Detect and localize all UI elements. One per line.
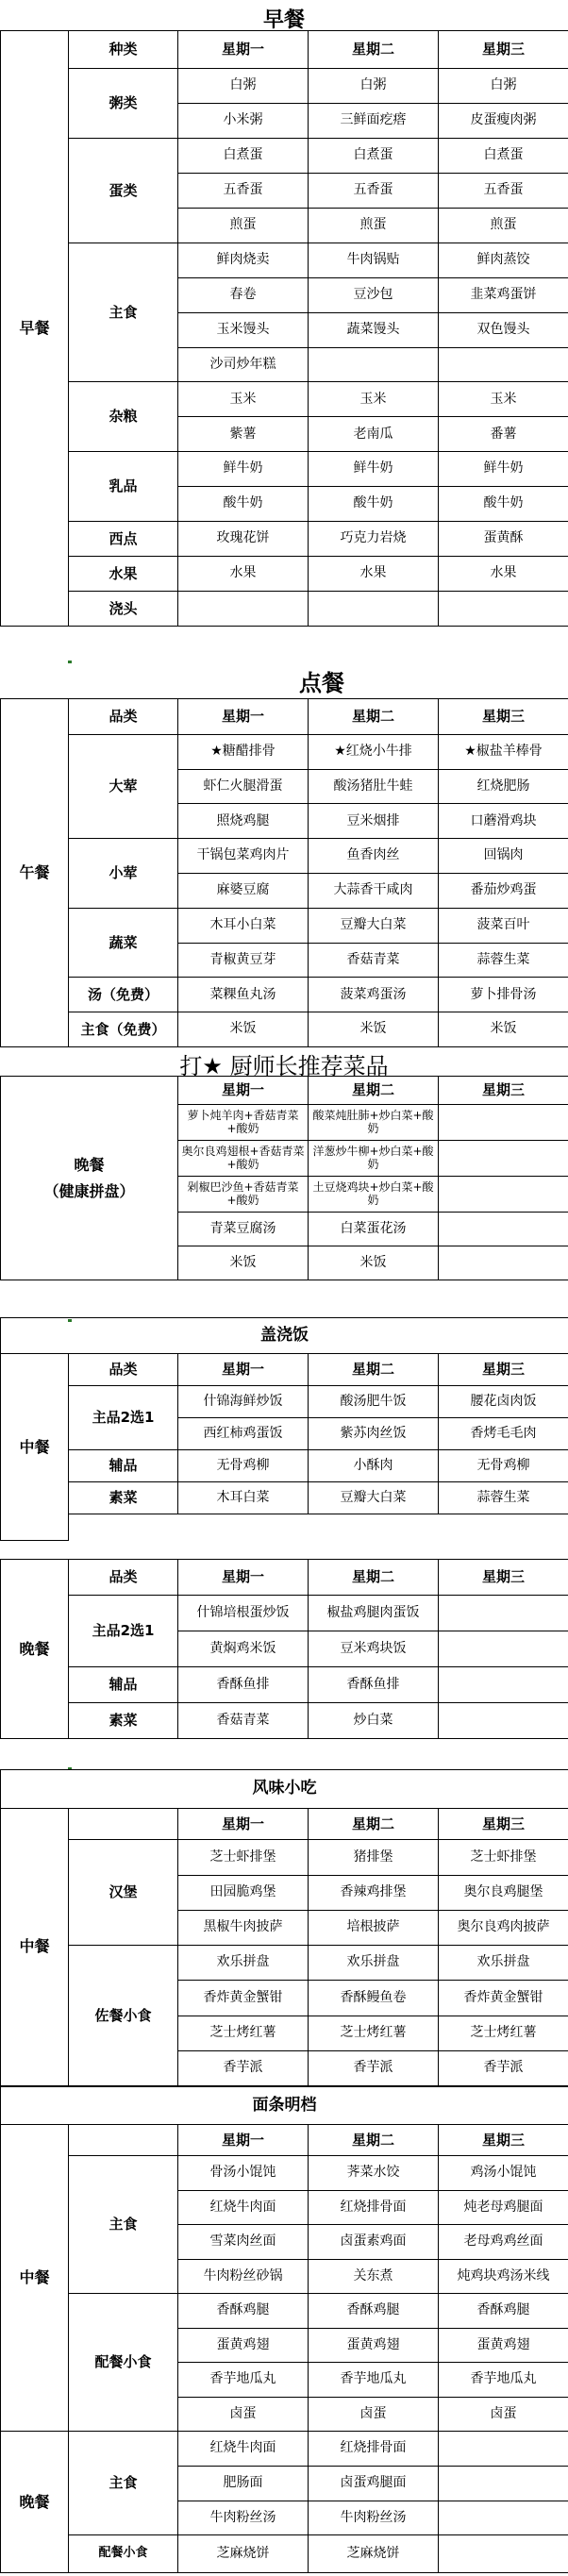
category-cell: 主品2选1 <box>69 1596 178 1667</box>
menu-cell: 白煮蛋 <box>309 139 439 174</box>
menu-cell: 香辣鸡排堡 <box>309 1875 439 1910</box>
menu-cell <box>439 1667 568 1703</box>
menu-cell: 土豆烧鸡块+炒白菜+酸奶 <box>309 1177 439 1213</box>
menu-cell: 芝麻烧饼 <box>309 2535 439 2573</box>
menu-cell: 蛋黄酥 <box>439 522 568 557</box>
category-cell: 素菜 <box>69 1482 178 1514</box>
menu-cell: 香芋派 <box>439 2050 568 2085</box>
menu-cell: 酸汤猪肚牛蛙 <box>309 769 439 804</box>
section-title: 面条明档 <box>1 2087 568 2125</box>
menu-cell: 韭菜鸡蛋饼 <box>439 277 568 312</box>
menu-cell: 白粥 <box>439 69 568 104</box>
category-cell: 主食 <box>69 2432 178 2535</box>
menu-cell: 骨汤小馄饨 <box>178 2156 309 2191</box>
menu-cell: 香炸黄金蟹钳 <box>439 1981 568 2016</box>
category-cell: 主食（免费） <box>69 1012 178 1047</box>
header-cell: 星期一 <box>178 31 309 69</box>
header-cell: 星期三 <box>439 1354 568 1386</box>
menu-cell: 菜粿鱼丸汤 <box>178 978 309 1012</box>
menu-cell: 紫薯 <box>178 417 309 452</box>
header-cell: 星期一 <box>178 699 309 735</box>
header-cell: 星期三 <box>439 1808 568 1840</box>
menu-cell <box>439 1703 568 1739</box>
menu-cell: 紫苏肉丝饭 <box>309 1418 439 1450</box>
menu-cell: 香菇青菜 <box>309 943 439 978</box>
category-cell: 小荤 <box>69 839 178 909</box>
menu-cell: 红烧牛肉面 <box>178 2190 309 2225</box>
category-cell: 主食 <box>69 2156 178 2294</box>
menu-cell: 欢乐拼盘 <box>309 1946 439 1981</box>
menu-cell <box>439 2535 568 2573</box>
menu-cell: 香炸黄金蟹钳 <box>178 1981 309 2016</box>
section-title: 风味小吃 <box>1 1770 568 1809</box>
menu-cell: 萝卜炖羊肉+香菇青菜+酸奶 <box>178 1105 309 1141</box>
menu-cell: 椒盐鸡腿肉蛋饭 <box>309 1596 439 1631</box>
menu-cell: 香芋地瓜丸 <box>309 2363 439 2398</box>
menu-cell: 蛋黄鸡翅 <box>439 2328 568 2363</box>
meal-label: 中餐 <box>1 1808 69 2085</box>
menu-cell: 巧克力岩烧 <box>309 522 439 557</box>
menu-cell: 蛋黄鸡翅 <box>178 2328 309 2363</box>
header-cell: 星期一 <box>178 2124 309 2155</box>
menu-cell <box>439 1213 568 1246</box>
menu-cell: 煎蛋 <box>178 208 309 243</box>
category-cell: 主食 <box>69 243 178 382</box>
menu-cell: ★糖醋排骨 <box>178 734 309 769</box>
section-title: 盖浇饭 <box>1 1318 568 1354</box>
meal-label-line1: 晚餐 <box>74 1155 105 1174</box>
header-cell: 星期一 <box>178 1808 309 1840</box>
healthy-dinner-table <box>0 1076 568 1280</box>
menu-cell: 酸牛奶 <box>439 487 568 522</box>
menu-cell <box>309 347 439 382</box>
menu-cell: 欢乐拼盘 <box>178 1946 309 1981</box>
menu-cell: 干锅包菜鸡肉片 <box>178 839 309 874</box>
menu-cell: 黑椒牛肉披萨 <box>178 1910 309 1945</box>
menu-cell: 芝士烤红薯 <box>178 2016 309 2050</box>
menu-cell: 五香蛋 <box>439 173 568 208</box>
menu-cell: 青菜豆腐汤 <box>178 1213 309 1246</box>
category-cell: 配餐小食 <box>69 2294 178 2432</box>
menu-cell: 香芋地瓜丸 <box>178 2363 309 2398</box>
menu-cell: 鱼香肉丝 <box>309 839 439 874</box>
menu-cell: 春卷 <box>178 277 309 312</box>
menu-cell: 番薯 <box>439 417 568 452</box>
menu-cell: 香酥鸡腿 <box>178 2294 309 2329</box>
menu-cell: 玉米 <box>309 382 439 417</box>
menu-cell: 玉米馒头 <box>178 312 309 347</box>
header-cell: 星期二 <box>309 1560 439 1596</box>
header-cell: 星期一 <box>178 1354 309 1386</box>
menu-cell: 豆瓣大白菜 <box>309 908 439 943</box>
menu-cell <box>178 591 309 626</box>
menu-cell <box>439 1177 568 1213</box>
menu-cell: 米饭 <box>178 1246 309 1280</box>
menu-cell: 大蒜香干咸肉 <box>309 874 439 909</box>
menu-cell: 鲜牛奶 <box>309 452 439 487</box>
category-cell: 乳品 <box>69 452 178 522</box>
header-cell: 星期二 <box>309 699 439 735</box>
menu-cell: 洋葱炒牛柳+炒白菜+酸奶 <box>309 1141 439 1177</box>
spacer <box>69 1514 568 1541</box>
menu-cell: 什锦培根蛋炒饭 <box>178 1596 309 1631</box>
menu-cell: 牛肉锅贴 <box>309 243 439 277</box>
menu-cell: 香酥鳗鱼卷 <box>309 1981 439 2016</box>
menu-cell: 豆瓣大白菜 <box>309 1482 439 1514</box>
menu-cell <box>309 591 439 626</box>
breakfast-table <box>0 30 568 627</box>
meal-label: 中餐 <box>1 1354 69 1541</box>
menu-cell: 无骨鸡柳 <box>178 1450 309 1482</box>
header-cell: 星期三 <box>439 2124 568 2155</box>
menu-cell: 雪菜肉丝面 <box>178 2225 309 2260</box>
category-cell: 大荤 <box>69 734 178 838</box>
menu-cell: 米饭 <box>309 1012 439 1047</box>
menu-cell: 老母鸡鸡丝面 <box>439 2225 568 2260</box>
menu-cell: 番茄炒鸡蛋 <box>439 874 568 909</box>
menu-cell: 豆米鸡块饭 <box>309 1631 439 1667</box>
menu-cell: 卤蛋素鸡面 <box>309 2225 439 2260</box>
menu-cell: 五香蛋 <box>178 173 309 208</box>
menu-cell: 红烧排骨面 <box>309 2432 439 2467</box>
meal-label <box>1 1077 178 1280</box>
menu-cell <box>439 1246 568 1280</box>
category-cell: 粥类 <box>69 69 178 139</box>
menu-cell: 酸菜炖肚肺+炒白菜+酸奶 <box>309 1105 439 1141</box>
menu-cell: 什锦海鲜炒饭 <box>178 1386 309 1418</box>
menu-cell: 玉米 <box>178 382 309 417</box>
menu-cell: 香烤毛毛肉 <box>439 1418 568 1450</box>
header-cell: 星期三 <box>439 31 568 69</box>
category-cell: 汉堡 <box>69 1840 178 1946</box>
meal-label: 晚餐 <box>1 1560 69 1739</box>
category-cell: 辅品 <box>69 1450 178 1482</box>
menu-cell: 菠菜鸡蛋汤 <box>309 978 439 1012</box>
ricebowl-dinner-table <box>0 1559 568 1739</box>
blank-header <box>69 1808 178 1840</box>
menu-cell: 香酥鱼排 <box>178 1667 309 1703</box>
header-cell: 星期一 <box>178 1077 309 1105</box>
menu-cell: 卤蛋 <box>178 2397 309 2432</box>
menu-cell: 肥肠面 <box>178 2467 309 2501</box>
category-cell: 西点 <box>69 522 178 557</box>
menu-cell <box>439 1105 568 1141</box>
menu-cell: 照烧鸡腿 <box>178 804 309 839</box>
menu-cell: 香菇青菜 <box>178 1703 309 1739</box>
menu-cell: ★椒盐羊棒骨 <box>439 734 568 769</box>
category-cell: 蛋类 <box>69 139 178 243</box>
order-title: 点餐 <box>299 670 344 696</box>
menu-cell: 香酥鸡腿 <box>309 2294 439 2329</box>
menu-cell: 荠菜水饺 <box>309 2156 439 2191</box>
menu-cell <box>439 2501 568 2535</box>
menu-cell: 芝士虾排堡 <box>178 1840 309 1875</box>
menu-cell: 腰花卤肉饭 <box>439 1386 568 1418</box>
snack-table <box>0 1769 568 2086</box>
category-cell: 辅品 <box>69 1667 178 1703</box>
menu-cell: 奥尔良鸡翅根+香菇青菜+酸奶 <box>178 1141 309 1177</box>
menu-cell: 煎蛋 <box>309 208 439 243</box>
category-cell: 主品2选1 <box>69 1386 178 1450</box>
menu-cell: 芝士虾排堡 <box>439 1840 568 1875</box>
menu-cell: 酸牛奶 <box>178 487 309 522</box>
category-cell: 水果 <box>69 556 178 591</box>
noodle-table <box>0 2086 568 2573</box>
menu-cell: 白粥 <box>178 69 309 104</box>
menu-cell: 白粥 <box>309 69 439 104</box>
menu-cell: 豆沙包 <box>309 277 439 312</box>
header-cell: 星期一 <box>178 1560 309 1596</box>
green-mark <box>68 661 72 663</box>
menu-cell: 皮蛋瘦肉粥 <box>439 104 568 139</box>
category-cell: 素菜 <box>69 1703 178 1739</box>
menu-cell: 鲜肉蒸饺 <box>439 243 568 277</box>
header-cell: 品类 <box>69 1354 178 1386</box>
menu-cell: 酸牛奶 <box>309 487 439 522</box>
menu-cell: 青椒黄豆芽 <box>178 943 309 978</box>
menu-cell: ★红烧小牛排 <box>309 734 439 769</box>
menu-cell: 麻婆豆腐 <box>178 874 309 909</box>
header-cell: 星期三 <box>439 1560 568 1596</box>
menu-cell: 关东煮 <box>309 2259 439 2294</box>
menu-cell: 剁椒巴沙鱼+香菇青菜+酸奶 <box>178 1177 309 1213</box>
menu-cell <box>439 2467 568 2501</box>
menu-cell: 煎蛋 <box>439 208 568 243</box>
breakfast-title: 早餐 <box>262 8 305 32</box>
menu-cell: 白煮蛋 <box>439 139 568 174</box>
menu-cell: 奥尔良鸡肉披萨 <box>439 1910 568 1945</box>
menu-cell: 奥尔良鸡腿堡 <box>439 1875 568 1910</box>
menu-cell: 香酥鱼排 <box>309 1667 439 1703</box>
category-cell: 浇头 <box>69 591 178 626</box>
menu-cell: 木耳小白菜 <box>178 908 309 943</box>
meal-label: 晚餐 <box>1 2432 69 2573</box>
menu-cell <box>439 1596 568 1631</box>
category-cell: 汤（免费） <box>69 978 178 1012</box>
menu-cell <box>439 347 568 382</box>
menu-cell: 三鲜面疙瘩 <box>309 104 439 139</box>
menu-cell: 鸡汤小馄饨 <box>439 2156 568 2191</box>
menu-cell: 香芋地瓜丸 <box>439 2363 568 2398</box>
menu-cell: 香芋派 <box>309 2050 439 2085</box>
menu-cell: 卤蛋 <box>439 2397 568 2432</box>
menu-cell: 牛肉粉丝砂锅 <box>178 2259 309 2294</box>
menu-cell: 水果 <box>309 556 439 591</box>
menu-cell: 芝士烤红薯 <box>439 2016 568 2050</box>
menu-cell: 豆米烟排 <box>309 804 439 839</box>
header-cell: 星期二 <box>309 1808 439 1840</box>
menu-cell: 香酥鸡腿 <box>439 2294 568 2329</box>
menu-cell <box>439 1631 568 1667</box>
menu-cell: 牛肉粉丝汤 <box>309 2501 439 2535</box>
menu-cell: 鲜牛奶 <box>439 452 568 487</box>
menu-cell: 沙司炒年糕 <box>178 347 309 382</box>
menu-cell: 培根披萨 <box>309 1910 439 1945</box>
header-cell: 星期二 <box>309 31 439 69</box>
header-cell: 星期三 <box>439 1077 568 1105</box>
menu-cell: 红烧肥肠 <box>439 769 568 804</box>
menu-cell: 红烧牛肉面 <box>178 2432 309 2467</box>
menu-cell: 蒜蓉生菜 <box>439 1482 568 1514</box>
menu-cell: 炒白菜 <box>309 1703 439 1739</box>
menu-cell: 木耳白菜 <box>178 1482 309 1514</box>
meal-label-line2: （健康拼盘） <box>43 1181 135 1200</box>
menu-cell: 炖鸡块鸡汤米线 <box>439 2259 568 2294</box>
meal-label: 中餐 <box>1 2124 69 2432</box>
meal-label: 午餐 <box>1 699 69 1047</box>
menu-cell: 鲜肉烧卖 <box>178 243 309 277</box>
header-cell: 星期二 <box>309 2124 439 2155</box>
menu-cell <box>439 2432 568 2467</box>
menu-cell: 小酥肉 <box>309 1450 439 1482</box>
menu-cell: 芝士烤红薯 <box>309 2016 439 2050</box>
menu-cell: 玫瑰花饼 <box>178 522 309 557</box>
header-cell: 星期三 <box>439 699 568 735</box>
menu-cell: 老南瓜 <box>309 417 439 452</box>
menu-cell: 米饭 <box>178 1012 309 1047</box>
menu-cell: 无骨鸡柳 <box>439 1450 568 1482</box>
meal-label: 早餐 <box>1 31 69 627</box>
menu-cell: 五香蛋 <box>309 173 439 208</box>
menu-cell: 田园脆鸡堡 <box>178 1875 309 1910</box>
menu-cell: 西红柿鸡蛋饭 <box>178 1418 309 1450</box>
menu-cell: 卤蛋鸡腿面 <box>309 2467 439 2501</box>
menu-cell: 米饭 <box>309 1246 439 1280</box>
menu-cell: 猪排堡 <box>309 1840 439 1875</box>
menu-cell: 水果 <box>439 556 568 591</box>
header-cell: 星期二 <box>309 1077 439 1105</box>
menu-cell: 牛肉粉丝汤 <box>178 2501 309 2535</box>
menu-cell: 水果 <box>178 556 309 591</box>
menu-cell: 鲜牛奶 <box>178 452 309 487</box>
menu-cell: 双色馒头 <box>439 312 568 347</box>
menu-cell: 香芋派 <box>178 2050 309 2085</box>
header-cell: 星期二 <box>309 1354 439 1386</box>
blank-header <box>69 2124 178 2155</box>
menu-cell: 卤蛋 <box>309 2397 439 2432</box>
menu-cell: 米饭 <box>439 1012 568 1047</box>
category-cell: 蔬菜 <box>69 908 178 978</box>
menu-cell: 炖老母鸡腿面 <box>439 2190 568 2225</box>
menu-cell: 蒜蓉生菜 <box>439 943 568 978</box>
menu-cell: 萝卜排骨汤 <box>439 978 568 1012</box>
header-cell: 品类 <box>69 699 178 735</box>
menu-cell: 白煮蛋 <box>178 139 309 174</box>
category-cell: 杂粮 <box>69 382 178 452</box>
menu-cell <box>439 591 568 626</box>
menu-cell: 芝麻烧饼 <box>178 2535 309 2573</box>
header-cell: 种类 <box>69 31 178 69</box>
menu-cell: 玉米 <box>439 382 568 417</box>
menu-cell: 蔬菜馒头 <box>309 312 439 347</box>
menu-cell: 红烧排骨面 <box>309 2190 439 2225</box>
chef-recommend-note: 打★ 厨师长推荐菜品 <box>179 1053 389 1079</box>
menu-cell: 虾仁火腿滑蛋 <box>178 769 309 804</box>
menu-cell: 菠菜百叶 <box>439 908 568 943</box>
menu-cell: 回锅肉 <box>439 839 568 874</box>
category-cell: 配餐小食 <box>69 2535 178 2573</box>
menu-cell: 欢乐拼盘 <box>439 1946 568 1981</box>
menu-cell: 蛋黄鸡翅 <box>309 2328 439 2363</box>
header-cell: 品类 <box>69 1560 178 1596</box>
menu-cell: 白菜蛋花汤 <box>309 1213 439 1246</box>
menu-cell: 酸汤肥牛饭 <box>309 1386 439 1418</box>
menu-cell: 小米粥 <box>178 104 309 139</box>
menu-cell <box>439 1141 568 1177</box>
lunch-table <box>0 698 568 1047</box>
ricebowl-lunch-table <box>0 1317 568 1541</box>
menu-cell: 口蘑滑鸡块 <box>439 804 568 839</box>
category-cell: 佐餐小食 <box>69 1946 178 2086</box>
menu-cell: 黄焖鸡米饭 <box>178 1631 309 1667</box>
